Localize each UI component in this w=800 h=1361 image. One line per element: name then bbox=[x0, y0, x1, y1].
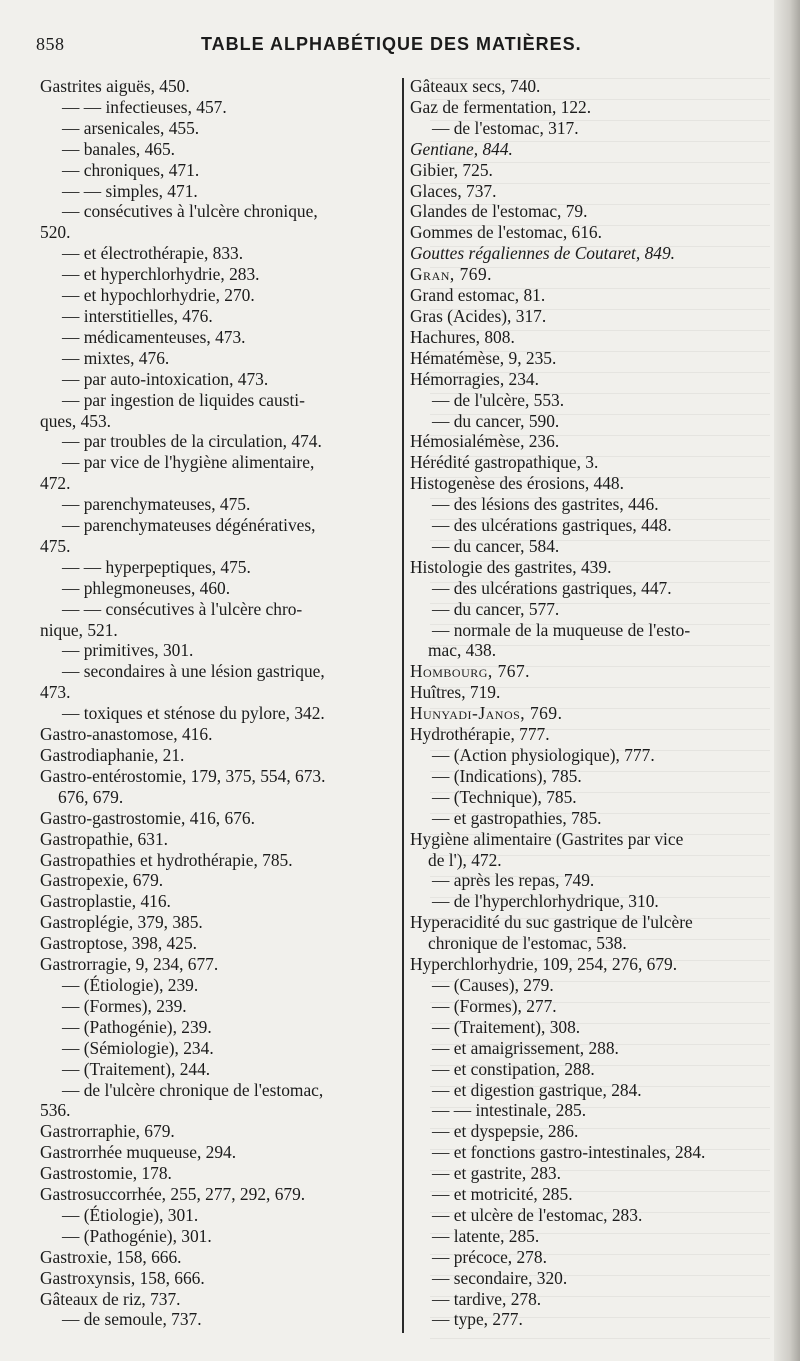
index-entry: — — simples, 471. bbox=[62, 180, 198, 201]
index-entry: Gastrostomie, 178. bbox=[40, 1163, 172, 1184]
index-entry: Hyperacidité du suc gastrique de l'ulcère bbox=[410, 912, 693, 933]
index-entry: — latente, 285. bbox=[432, 1225, 540, 1246]
index-entry: — et hyperchlorhydrie, 283. bbox=[62, 264, 260, 285]
index-entry: — par troubles de la circulation, 474. bbox=[62, 431, 322, 452]
index-entry: Gentiane, 844. bbox=[410, 138, 513, 159]
index-entry: — et électrothérapie, 833. bbox=[62, 243, 244, 264]
index-entry: — par ingestion de liquides causti- bbox=[62, 389, 305, 410]
index-entry: Gibier, 725. bbox=[410, 159, 493, 180]
index-entry: — des ulcérations gastriques, 448. bbox=[432, 515, 672, 536]
index-entry: Gastrodiaphanie, 21. bbox=[40, 745, 185, 765]
index-entry: — interstitielles, 476. bbox=[62, 305, 213, 326]
index-entry-continuation: 520. bbox=[40, 222, 71, 243]
index-entry: Grand estomac, 81. bbox=[410, 285, 546, 306]
index-entry: — et motricité, 285. bbox=[432, 1184, 573, 1205]
index-entry: Gastrites aiguës, 450. bbox=[40, 76, 190, 96]
index-entry: — de l'ulcère, 553. bbox=[432, 389, 565, 410]
index-entry: — consécutives à l'ulcère chronique, bbox=[62, 201, 318, 222]
index-entry: — — intestinale, 285. bbox=[432, 1100, 587, 1121]
index-entry: Gastro-anastomose, 416. bbox=[40, 724, 213, 745]
index-entry-continuation: 472. bbox=[40, 473, 71, 494]
index-entry: Hunyadi-Janos, 769. bbox=[410, 703, 563, 724]
index-entry: Huîtres, 719. bbox=[410, 682, 501, 703]
index-entry: Hémosialémèse, 236. bbox=[410, 431, 560, 452]
index-entry: Glaces, 737. bbox=[410, 180, 497, 201]
index-entry: — par auto-intoxication, 473. bbox=[62, 368, 269, 389]
index-entry: — et fonctions gastro-intestinales, 284. bbox=[432, 1142, 706, 1163]
index-entry: — du cancer, 590. bbox=[432, 410, 560, 431]
index-entry: — et gastrite, 283. bbox=[432, 1163, 561, 1184]
index-entry: — et hypochlorhydrie, 270. bbox=[62, 285, 255, 306]
index-entry: — chroniques, 471. bbox=[62, 159, 200, 180]
index-entry: — parenchymateuses dégénératives, bbox=[62, 515, 316, 536]
index-entry: — (Causes), 279. bbox=[432, 974, 554, 995]
index-entry: — secondaires à une lésion gastrique, bbox=[62, 661, 325, 682]
index-entry: — — consécutives à l'ulcère chro- bbox=[62, 598, 303, 619]
index-entry: — de l'hyperchlorhydrique, 310. bbox=[432, 891, 659, 912]
index-entry: — par vice de l'hygiène alimentaire, bbox=[62, 452, 315, 473]
index-column-left bbox=[40, 76, 400, 1330]
index-entry: — du cancer, 584. bbox=[432, 535, 560, 556]
index-entry: Gastroptose, 398, 425. bbox=[40, 933, 197, 954]
index-entry: Histogenèse des érosions, 448. bbox=[410, 473, 624, 494]
index-entry: Gastropathie, 631. bbox=[40, 828, 168, 849]
index-entry: — et constipation, 288. bbox=[432, 1058, 595, 1079]
index-entry: Gastroplastie, 416. bbox=[40, 891, 171, 912]
index-entry: — des ulcérations gastriques, 447. bbox=[432, 577, 672, 598]
index-entry: — (Formes), 277. bbox=[432, 995, 557, 1016]
index-entry: — arsenicales, 455. bbox=[62, 117, 200, 138]
index-entry: Gastrorragie, 9, 234, 677. bbox=[40, 954, 219, 975]
index-entry: — de semoule, 737. bbox=[62, 1309, 202, 1330]
page-number: 858 bbox=[36, 34, 65, 54]
index-entry: — toxiques et sténose du pylore, 342. bbox=[62, 703, 325, 724]
index-entry: — primitives, 301. bbox=[62, 640, 194, 661]
index-entry: — phlegmoneuses, 460. bbox=[62, 577, 231, 598]
index-entry: Hérédité gastropathique, 3. bbox=[410, 452, 599, 473]
index-entry: — (Action physiologique), 777. bbox=[432, 745, 655, 765]
index-entry: Hachures, 808. bbox=[410, 326, 515, 347]
index-entry: — et ulcère de l'estomac, 283. bbox=[432, 1204, 643, 1225]
index-entry: Hémorragies, 234. bbox=[410, 368, 539, 389]
index-entry: — et dyspepsie, 286. bbox=[432, 1121, 579, 1142]
column-divider bbox=[402, 78, 404, 1333]
index-entry: Gastrorraphie, 679. bbox=[40, 1121, 175, 1142]
index-entry: Gastroplégie, 379, 385. bbox=[40, 912, 203, 933]
index-entry: — (Pathogénie), 301. bbox=[62, 1225, 212, 1246]
index-entry: Hydrothérapie, 777. bbox=[410, 724, 550, 745]
running-title: TABLE ALPHABÉTIQUE DES MATIÈRES. bbox=[201, 34, 582, 54]
index-entry: — tardive, 278. bbox=[432, 1288, 542, 1309]
index-entry: — (Traitement), 244. bbox=[62, 1058, 211, 1079]
index-entry: Gastro-gastrostomie, 416, 676. bbox=[40, 807, 255, 828]
index-entry: — mixtes, 476. bbox=[62, 347, 170, 368]
index-entry: — — infectieuses, 457. bbox=[62, 96, 227, 117]
index-entry: — (Sémiologie), 234. bbox=[62, 1037, 214, 1058]
index-entry: — normale de la muqueuse de l'esto- bbox=[432, 619, 691, 640]
index-entry: — (Indications), 785. bbox=[432, 765, 582, 786]
index-entry: Hombourg, 767. bbox=[410, 661, 531, 682]
index-entry: — des lésions des gastrites, 446. bbox=[432, 494, 659, 515]
index-entry: Gastroxynsis, 158, 666. bbox=[40, 1267, 205, 1288]
index-entry: Gâteaux secs, 740. bbox=[410, 76, 541, 96]
index-entry: — et amaigrissement, 288. bbox=[432, 1037, 619, 1058]
page-header bbox=[36, 34, 756, 62]
index-entry-continuation: chronique de l'estomac, 538. bbox=[428, 933, 627, 954]
index-entry: Gastropathies et hydrothérapie, 785. bbox=[40, 849, 293, 870]
index-entry: Hématémèse, 9, 235. bbox=[410, 347, 557, 368]
index-entry: — type, 277. bbox=[432, 1309, 523, 1330]
index-entry-continuation: nique, 521. bbox=[40, 619, 118, 640]
index-entry: Gaz de fermentation, 122. bbox=[410, 96, 592, 117]
index-entry: Hygiène alimentaire (Gastrites par vice bbox=[410, 828, 684, 849]
index-entry-continuation: 676, 679. bbox=[58, 786, 124, 807]
index-entry: — secondaire, 320. bbox=[432, 1267, 568, 1288]
index-entry: — et gastropathies, 785. bbox=[432, 807, 602, 828]
index-entry: — (Formes), 239. bbox=[62, 995, 187, 1016]
index-entry: — précoce, 278. bbox=[432, 1246, 547, 1267]
index-entry: — — hyperpeptiques, 475. bbox=[62, 556, 251, 577]
index-entry: — du cancer, 577. bbox=[432, 598, 560, 619]
index-entry: Gastroxie, 158, 666. bbox=[40, 1246, 182, 1267]
index-entry: Gastrorrhée muqueuse, 294. bbox=[40, 1142, 237, 1163]
index-entry-continuation: 536. bbox=[40, 1100, 71, 1121]
index-entry: Gran, 769. bbox=[410, 264, 493, 285]
index-entry: Hyperchlorhydrie, 109, 254, 276, 679. bbox=[410, 954, 678, 975]
index-entry-continuation: mac, 438. bbox=[428, 640, 497, 661]
index-entry: Gastro-entérostomie, 179, 375, 554, 673. bbox=[40, 765, 326, 786]
index-entry: Gras (Acides), 317. bbox=[410, 305, 547, 326]
index-entry: Glandes de l'estomac, 79. bbox=[410, 201, 588, 222]
index-entry: — (Étiologie), 301. bbox=[62, 1204, 199, 1225]
index-entry: — et digestion gastrique, 284. bbox=[432, 1079, 642, 1100]
index-entry: — (Technique), 785. bbox=[432, 786, 577, 807]
index-entry: — (Pathogénie), 239. bbox=[62, 1016, 212, 1037]
index-entry: — parenchymateuses, 475. bbox=[62, 494, 251, 515]
index-entry: Histologie des gastrites, 439. bbox=[410, 556, 612, 577]
index-entry: — (Traitement), 308. bbox=[432, 1016, 581, 1037]
index-entry-continuation: 473. bbox=[40, 682, 71, 703]
index-entry: Gastropexie, 679. bbox=[40, 870, 164, 891]
index-entry: — après les repas, 749. bbox=[432, 870, 595, 891]
index-entry: — médicamenteuses, 473. bbox=[62, 326, 246, 347]
index-entry-continuation: ques, 453. bbox=[40, 410, 112, 431]
index-column-right bbox=[410, 76, 782, 1330]
index-entry: Gouttes régaliennes de Coutaret, 849. bbox=[410, 243, 676, 264]
index-entry: Gastrosuccorrhée, 255, 277, 292, 679. bbox=[40, 1184, 306, 1205]
index-entry: — de l'ulcère chronique de l'estomac, bbox=[62, 1079, 324, 1100]
index-entry-continuation: 475. bbox=[40, 535, 71, 556]
index-entry: Gâteaux de riz, 737. bbox=[40, 1288, 181, 1309]
index-entry: — banales, 465. bbox=[62, 138, 176, 159]
index-entry: — (Étiologie), 239. bbox=[62, 974, 199, 995]
index-entry-continuation: de l'), 472. bbox=[428, 849, 502, 870]
index-entry: — de l'estomac, 317. bbox=[432, 117, 579, 138]
index-entry: Gommes de l'estomac, 616. bbox=[410, 222, 602, 243]
